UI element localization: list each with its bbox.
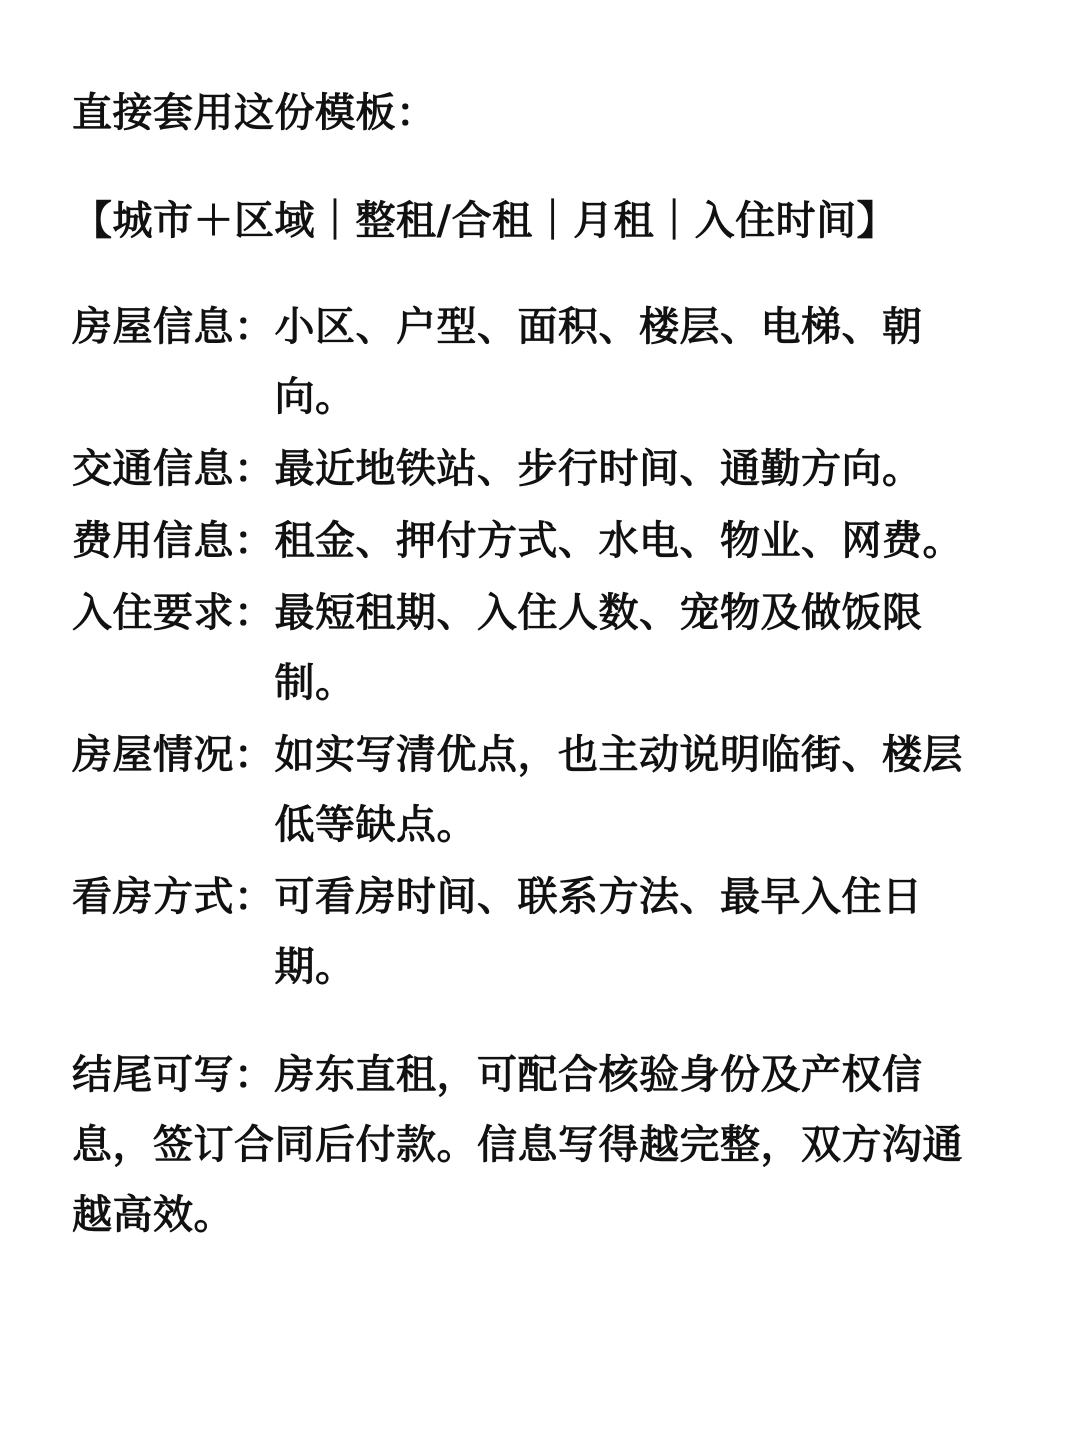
field-label: 费用信息：: [72, 517, 275, 564]
field-move-in-requirements: [72, 578, 1000, 718]
field-housing-condition: [72, 720, 1000, 860]
field-value: 最近地铁站、步行时间、通勤方向。: [274, 445, 923, 492]
field-value: 最短租期、入住人数、宠物及做饭限制。: [274, 589, 923, 706]
field-value: 小区、户型、面积、楼层、电梯、朝向。: [274, 303, 923, 420]
field-label: 看房方式：: [72, 873, 275, 920]
field-label: 房屋信息：: [72, 303, 275, 350]
field-transport-info: [72, 434, 1000, 504]
field-value: 租金、押付方式、水电、物业、网费。: [274, 517, 963, 564]
field-label: 房屋情况：: [72, 731, 275, 778]
field-viewing-method: [72, 862, 1000, 1002]
template-fields: [72, 292, 1000, 1002]
field-value: 如实写清优点，也主动说明临街、楼层低等缺点。: [274, 731, 963, 848]
template-header-line: 【城市＋区域｜整租/合租｜月租｜入住时间】: [72, 197, 898, 244]
field-label: 交通信息：: [72, 445, 275, 492]
closing-paragraph: 结尾可写：房东直租，可配合核验身份及产权信息，签订合同后付款。信息写得越完整，双方沟通越高效。: [72, 1051, 963, 1238]
field-value: 可看房时间、联系方法、最早入住日期。: [274, 873, 923, 990]
field-label: 入住要求：: [72, 589, 275, 636]
field-cost-info: [72, 506, 1000, 576]
field-housing-info: [72, 292, 1000, 432]
intro-text: 直接套用这份模板：: [72, 89, 437, 136]
